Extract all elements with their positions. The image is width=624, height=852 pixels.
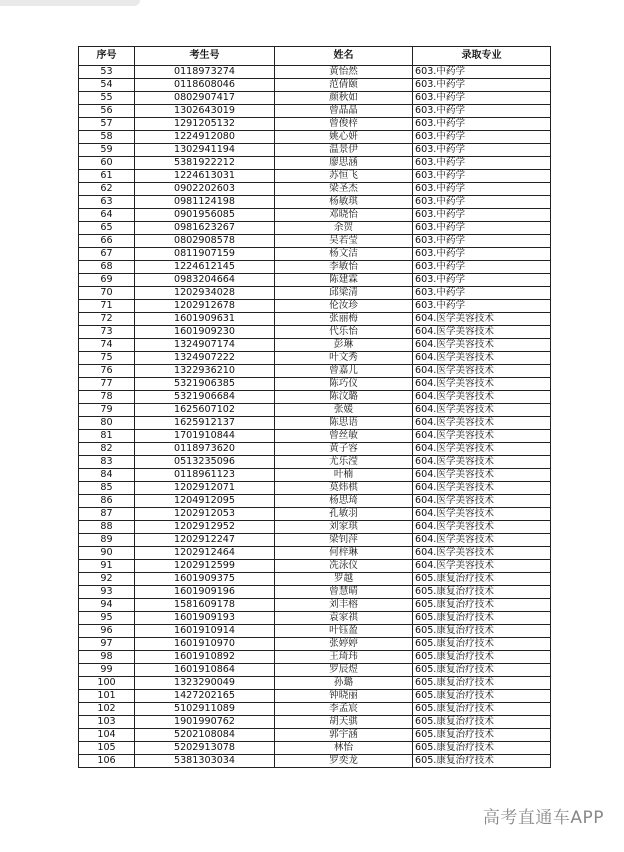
student-name: 陈汶璐 <box>275 391 413 404</box>
header-index: 序号 <box>79 47 135 66</box>
student-name: 张婷婷 <box>275 638 413 651</box>
exam-number: 1601910864 <box>135 664 275 677</box>
exam-number: 1224613031 <box>135 170 275 183</box>
exam-number: 0118961123 <box>135 469 275 482</box>
table-row <box>79 235 551 248</box>
table-row <box>79 170 551 183</box>
row-index: 94 <box>79 599 135 612</box>
exam-number: 0802908578 <box>135 235 275 248</box>
row-index: 58 <box>79 131 135 144</box>
table-row <box>79 144 551 157</box>
table-row <box>79 248 551 261</box>
exam-number: 5321906684 <box>135 391 275 404</box>
table-row <box>79 183 551 196</box>
table-row <box>79 261 551 274</box>
table-row <box>79 196 551 209</box>
exam-number: 0802907417 <box>135 92 275 105</box>
student-name: 钟晓丽 <box>275 690 413 703</box>
table-row <box>79 430 551 443</box>
row-index: 90 <box>79 547 135 560</box>
exam-number: 1701910844 <box>135 430 275 443</box>
student-name: 杨文洁 <box>275 248 413 261</box>
exam-number: 1202912247 <box>135 534 275 547</box>
admitted-major: 604.医学美容技术 <box>413 391 551 404</box>
student-name: 廖思涵 <box>275 157 413 170</box>
admitted-major: 603.中药学 <box>413 274 551 287</box>
exam-number: 5102911089 <box>135 703 275 716</box>
row-index: 103 <box>79 716 135 729</box>
table-row <box>79 521 551 534</box>
exam-number: 0981124198 <box>135 196 275 209</box>
admitted-major: 604.医学美容技术 <box>413 430 551 443</box>
student-name: 曾俊梓 <box>275 118 413 131</box>
row-index: 73 <box>79 326 135 339</box>
row-index: 89 <box>79 534 135 547</box>
table-row <box>79 339 551 352</box>
row-index: 60 <box>79 157 135 170</box>
table-row <box>79 209 551 222</box>
admitted-major: 604.医学美容技术 <box>413 313 551 326</box>
row-index: 77 <box>79 378 135 391</box>
exam-number: 1324907174 <box>135 339 275 352</box>
row-index: 87 <box>79 508 135 521</box>
table-body <box>79 66 551 768</box>
student-name: 李孟宸 <box>275 703 413 716</box>
exam-number: 1901990762 <box>135 716 275 729</box>
row-index: 57 <box>79 118 135 131</box>
student-name: 郭宇涵 <box>275 729 413 742</box>
row-index: 76 <box>79 365 135 378</box>
exam-number: 1601910892 <box>135 651 275 664</box>
admitted-major: 605.康复治疗技术 <box>413 638 551 651</box>
admitted-major: 605.康复治疗技术 <box>413 573 551 586</box>
row-index: 71 <box>79 300 135 313</box>
admitted-major: 604.医学美容技术 <box>413 378 551 391</box>
exam-number: 0118973620 <box>135 443 275 456</box>
student-name: 孙璐 <box>275 677 413 690</box>
admitted-major: 603.中药学 <box>413 170 551 183</box>
student-name: 余贺 <box>275 222 413 235</box>
row-index: 63 <box>79 196 135 209</box>
row-index: 64 <box>79 209 135 222</box>
row-index: 105 <box>79 742 135 755</box>
admitted-major: 605.康复治疗技术 <box>413 677 551 690</box>
table-row <box>79 586 551 599</box>
exam-number: 1302643019 <box>135 105 275 118</box>
table-row <box>79 599 551 612</box>
exam-number: 1427202165 <box>135 690 275 703</box>
student-name: 林怡 <box>275 742 413 755</box>
admitted-major: 603.中药学 <box>413 248 551 261</box>
row-index: 102 <box>79 703 135 716</box>
admitted-major: 603.中药学 <box>413 222 551 235</box>
admitted-major: 603.中药学 <box>413 300 551 313</box>
table-row <box>79 300 551 313</box>
table-row <box>79 313 551 326</box>
admitted-major: 603.中药学 <box>413 183 551 196</box>
exam-number: 1302941194 <box>135 144 275 157</box>
exam-number: 1324907222 <box>135 352 275 365</box>
exam-number: 1601909193 <box>135 612 275 625</box>
table-row <box>79 547 551 560</box>
admitted-major: 604.医学美容技术 <box>413 482 551 495</box>
student-name: 苏恒飞 <box>275 170 413 183</box>
exam-number: 0811907159 <box>135 248 275 261</box>
row-index: 88 <box>79 521 135 534</box>
row-index: 66 <box>79 235 135 248</box>
table-row <box>79 66 551 79</box>
row-index: 96 <box>79 625 135 638</box>
table-row <box>79 404 551 417</box>
student-name: 杨敏琪 <box>275 196 413 209</box>
row-index: 84 <box>79 469 135 482</box>
table-row <box>79 508 551 521</box>
exam-number: 1601909230 <box>135 326 275 339</box>
admitted-major: 604.医学美容技术 <box>413 534 551 547</box>
table-row <box>79 573 551 586</box>
table-row <box>79 352 551 365</box>
table-row <box>79 456 551 469</box>
row-index: 54 <box>79 79 135 92</box>
exam-number: 0983204664 <box>135 274 275 287</box>
admitted-major: 604.医学美容技术 <box>413 365 551 378</box>
row-index: 67 <box>79 248 135 261</box>
student-name: 罗辰煜 <box>275 664 413 677</box>
row-index: 93 <box>79 586 135 599</box>
row-index: 97 <box>79 638 135 651</box>
exam-number: 1202912053 <box>135 508 275 521</box>
admitted-major: 604.医学美容技术 <box>413 352 551 365</box>
row-index: 98 <box>79 651 135 664</box>
admitted-major: 605.康复治疗技术 <box>413 742 551 755</box>
table-row <box>79 92 551 105</box>
table-row <box>79 391 551 404</box>
table-row <box>79 222 551 235</box>
student-name: 邱梁清 <box>275 287 413 300</box>
table-row <box>79 664 551 677</box>
student-name: 何梓琳 <box>275 547 413 560</box>
admitted-major: 603.中药学 <box>413 144 551 157</box>
student-name: 李敏怡 <box>275 261 413 274</box>
admitted-major: 605.康复治疗技术 <box>413 690 551 703</box>
exam-number: 1625607102 <box>135 404 275 417</box>
row-index: 100 <box>79 677 135 690</box>
student-name: 叶文秀 <box>275 352 413 365</box>
student-name: 范倩颐 <box>275 79 413 92</box>
student-name: 冼泳仪 <box>275 560 413 573</box>
row-index: 85 <box>79 482 135 495</box>
row-index: 56 <box>79 105 135 118</box>
admitted-major: 604.医学美容技术 <box>413 495 551 508</box>
admission-table <box>78 46 551 768</box>
header-major: 录取专业 <box>413 47 551 66</box>
exam-number: 0902202603 <box>135 183 275 196</box>
admitted-major: 604.医学美容技术 <box>413 339 551 352</box>
exam-number: 1204912095 <box>135 495 275 508</box>
exam-number: 5381303034 <box>135 755 275 768</box>
row-index: 61 <box>79 170 135 183</box>
admitted-major: 603.中药学 <box>413 66 551 79</box>
student-name: 黄怡然 <box>275 66 413 79</box>
table-row <box>79 560 551 573</box>
student-name: 刘丰榕 <box>275 599 413 612</box>
row-index: 59 <box>79 144 135 157</box>
exam-number: 1323290049 <box>135 677 275 690</box>
admitted-major: 603.中药学 <box>413 79 551 92</box>
row-index: 83 <box>79 456 135 469</box>
admitted-major: 603.中药学 <box>413 261 551 274</box>
admitted-major: 603.中药学 <box>413 105 551 118</box>
row-index: 99 <box>79 664 135 677</box>
row-index: 69 <box>79 274 135 287</box>
row-index: 91 <box>79 560 135 573</box>
admitted-major: 604.医学美容技术 <box>413 456 551 469</box>
row-index: 79 <box>79 404 135 417</box>
table-row <box>79 157 551 170</box>
table-row <box>79 612 551 625</box>
admitted-major: 604.医学美容技术 <box>413 560 551 573</box>
admitted-major: 603.中药学 <box>413 157 551 170</box>
admitted-major: 605.康复治疗技术 <box>413 612 551 625</box>
table-row <box>79 703 551 716</box>
exam-number: 1601909196 <box>135 586 275 599</box>
exam-number: 1202934028 <box>135 287 275 300</box>
student-name: 彭琳 <box>275 339 413 352</box>
student-name: 代乐怡 <box>275 326 413 339</box>
row-index: 78 <box>79 391 135 404</box>
table-row <box>79 79 551 92</box>
admitted-major: 604.医学美容技术 <box>413 404 551 417</box>
table-row <box>79 274 551 287</box>
student-name: 曾嘉儿 <box>275 365 413 378</box>
student-name: 孔敏羽 <box>275 508 413 521</box>
table-row <box>79 638 551 651</box>
student-name: 邓晓怡 <box>275 209 413 222</box>
admitted-major: 603.中药学 <box>413 287 551 300</box>
table-row <box>79 677 551 690</box>
student-name: 尤乐滢 <box>275 456 413 469</box>
exam-number: 5202913078 <box>135 742 275 755</box>
admitted-major: 603.中药学 <box>413 118 551 131</box>
table-row <box>79 443 551 456</box>
row-index: 81 <box>79 430 135 443</box>
exam-number: 1601909375 <box>135 573 275 586</box>
student-name: 陈建霖 <box>275 274 413 287</box>
admitted-major: 604.医学美容技术 <box>413 443 551 456</box>
row-index: 55 <box>79 92 135 105</box>
exam-number: 5202108084 <box>135 729 275 742</box>
student-name: 黄子容 <box>275 443 413 456</box>
row-index: 72 <box>79 313 135 326</box>
row-index: 70 <box>79 287 135 300</box>
table-row <box>79 469 551 482</box>
table-row <box>79 131 551 144</box>
exam-number: 1224912080 <box>135 131 275 144</box>
exam-number: 0118973274 <box>135 66 275 79</box>
exam-number: 1291205132 <box>135 118 275 131</box>
exam-number: 1601910914 <box>135 625 275 638</box>
admitted-major: 604.医学美容技术 <box>413 521 551 534</box>
student-name: 袁家祺 <box>275 612 413 625</box>
table-row <box>79 326 551 339</box>
exam-number: 5381922212 <box>135 157 275 170</box>
admitted-major: 605.康复治疗技术 <box>413 729 551 742</box>
admitted-major: 603.中药学 <box>413 131 551 144</box>
table-row <box>79 287 551 300</box>
student-name: 陈巧仪 <box>275 378 413 391</box>
admitted-major: 603.中药学 <box>413 209 551 222</box>
exam-number: 0118608046 <box>135 79 275 92</box>
row-index: 53 <box>79 66 135 79</box>
student-name: 姚心妍 <box>275 131 413 144</box>
student-name: 叶楠 <box>275 469 413 482</box>
exam-number: 1202912599 <box>135 560 275 573</box>
row-index: 80 <box>79 417 135 430</box>
admitted-major: 605.康复治疗技术 <box>413 664 551 677</box>
table-row <box>79 755 551 768</box>
table-row <box>79 651 551 664</box>
row-index: 86 <box>79 495 135 508</box>
row-index: 62 <box>79 183 135 196</box>
admitted-major: 603.中药学 <box>413 235 551 248</box>
admitted-major: 604.医学美容技术 <box>413 469 551 482</box>
row-index: 82 <box>79 443 135 456</box>
exam-number: 1601909631 <box>135 313 275 326</box>
admitted-major: 604.医学美容技术 <box>413 508 551 521</box>
exam-number: 1581609178 <box>135 599 275 612</box>
row-index: 92 <box>79 573 135 586</box>
admitted-major: 605.康复治疗技术 <box>413 703 551 716</box>
student-name: 伦汝珍 <box>275 300 413 313</box>
row-index: 74 <box>79 339 135 352</box>
table-row <box>79 742 551 755</box>
student-name: 杨思琦 <box>275 495 413 508</box>
table-row <box>79 482 551 495</box>
exam-number: 0901956085 <box>135 209 275 222</box>
student-name: 陈思语 <box>275 417 413 430</box>
table-header-row <box>79 47 551 66</box>
exam-number: 1202912464 <box>135 547 275 560</box>
admitted-major: 603.中药学 <box>413 196 551 209</box>
exam-number: 1625912137 <box>135 417 275 430</box>
admitted-major: 603.中药学 <box>413 92 551 105</box>
student-name: 罗越 <box>275 573 413 586</box>
exam-number: 1322936210 <box>135 365 275 378</box>
admitted-major: 604.医学美容技术 <box>413 547 551 560</box>
admitted-major: 605.康复治疗技术 <box>413 755 551 768</box>
student-name: 颜秋如 <box>275 92 413 105</box>
table-row <box>79 365 551 378</box>
top-edge-bar <box>0 0 140 6</box>
exam-number: 0513235096 <box>135 456 275 469</box>
student-name: 张丽梅 <box>275 313 413 326</box>
header-name: 姓名 <box>275 47 413 66</box>
table-row <box>79 118 551 131</box>
table-row <box>79 716 551 729</box>
row-index: 75 <box>79 352 135 365</box>
header-exam-number: 考生号 <box>135 47 275 66</box>
exam-number: 1601910970 <box>135 638 275 651</box>
exam-number: 0981623267 <box>135 222 275 235</box>
admitted-major: 604.医学美容技术 <box>413 417 551 430</box>
student-name: 梁钊萍 <box>275 534 413 547</box>
student-name: 张媛 <box>275 404 413 417</box>
student-name: 温景伊 <box>275 144 413 157</box>
student-name: 吴若莹 <box>275 235 413 248</box>
student-name: 曾慧晴 <box>275 586 413 599</box>
row-index: 101 <box>79 690 135 703</box>
admitted-major: 605.康复治疗技术 <box>413 651 551 664</box>
student-name: 曾晶晶 <box>275 105 413 118</box>
row-index: 65 <box>79 222 135 235</box>
row-index: 104 <box>79 729 135 742</box>
exam-number: 5321906385 <box>135 378 275 391</box>
admitted-major: 605.康复治疗技术 <box>413 599 551 612</box>
student-name: 王琦玮 <box>275 651 413 664</box>
exam-number: 1202912952 <box>135 521 275 534</box>
student-name: 叶钰盈 <box>275 625 413 638</box>
exam-number: 1224612145 <box>135 261 275 274</box>
admitted-major: 604.医学美容技术 <box>413 326 551 339</box>
student-name: 胡天骐 <box>275 716 413 729</box>
table-row <box>79 625 551 638</box>
admitted-major: 605.康复治疗技术 <box>413 586 551 599</box>
student-name: 曾丝敏 <box>275 430 413 443</box>
student-name: 罗奕龙 <box>275 755 413 768</box>
student-name: 梁圣杰 <box>275 183 413 196</box>
table-row <box>79 534 551 547</box>
table-row <box>79 729 551 742</box>
admitted-major: 605.康复治疗技术 <box>413 625 551 638</box>
table-row <box>79 378 551 391</box>
table-row <box>79 105 551 118</box>
table-row <box>79 495 551 508</box>
watermark-text: 高考直通车APP <box>482 808 604 828</box>
exam-number: 1202912071 <box>135 482 275 495</box>
table-row <box>79 417 551 430</box>
student-name: 刘家琪 <box>275 521 413 534</box>
row-index: 95 <box>79 612 135 625</box>
admitted-major: 605.康复治疗技术 <box>413 716 551 729</box>
exam-number: 1202912678 <box>135 300 275 313</box>
table-row <box>79 690 551 703</box>
row-index: 68 <box>79 261 135 274</box>
row-index: 106 <box>79 755 135 768</box>
student-name: 莫炜棋 <box>275 482 413 495</box>
